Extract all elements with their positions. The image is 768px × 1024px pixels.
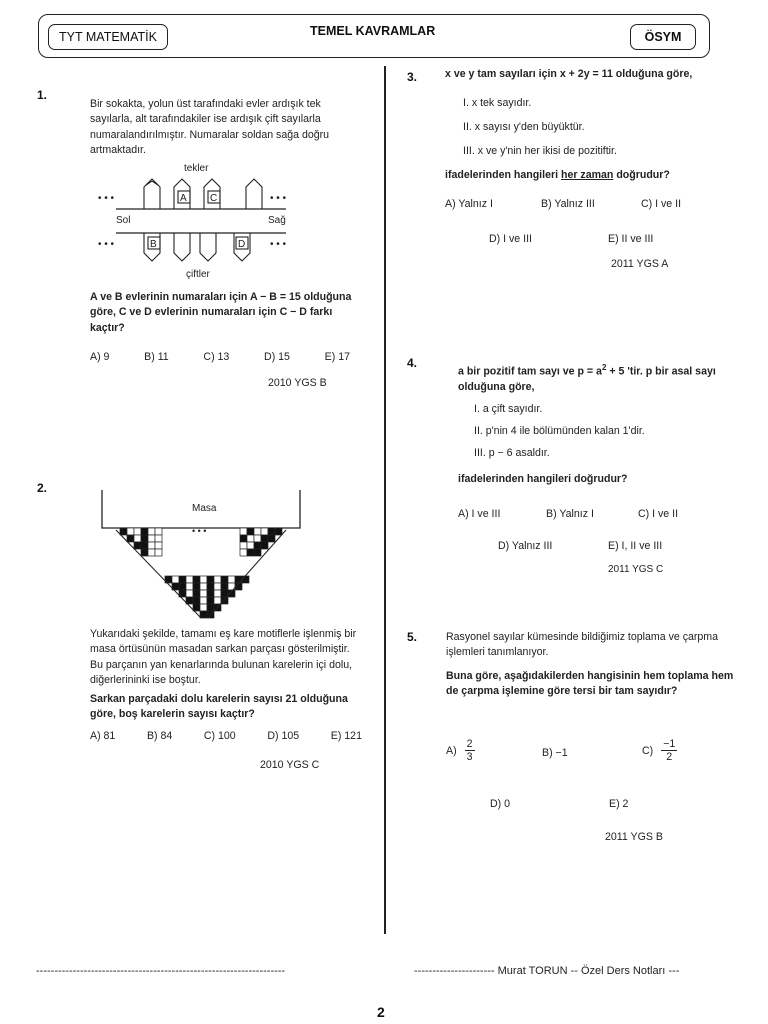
tablecloth-square xyxy=(207,576,214,583)
tablecloth-square xyxy=(179,576,186,583)
tablecloth-square xyxy=(254,528,261,535)
q4-choice-b: B) Yalnız I xyxy=(546,508,594,520)
footer-author: ---------------------- Murat TORUN -- Özel Ders Notları --- xyxy=(414,965,680,977)
q3-stem: x ve y tam sayıları için x + 2y = 11 olduğuna göre, xyxy=(445,68,693,80)
q5-choice-a-fraction xyxy=(465,738,475,763)
q1-label-tekler: tekler xyxy=(184,163,209,174)
q4-item-1: I. a çift sayıdır. xyxy=(474,403,543,415)
tablecloth-square xyxy=(155,535,162,542)
q4-stem-a: a bir pozitif tam sayı ve p = a xyxy=(458,365,602,378)
tablecloth-square xyxy=(200,611,207,618)
tablecloth-square xyxy=(193,590,200,597)
tablecloth-square xyxy=(172,576,179,583)
tablecloth-square xyxy=(127,535,134,542)
tablecloth-square xyxy=(193,576,200,583)
q1-street-figure xyxy=(96,157,306,279)
tablecloth-square xyxy=(261,535,268,542)
q2-choice-b: B) 84 xyxy=(146,730,173,742)
q1-source: 2010 YGS B xyxy=(268,377,327,389)
q3-choice-c: C) I ve II xyxy=(641,198,682,210)
q1-dots-tr: • • • xyxy=(270,193,287,204)
q1-choice-a: A) 9 xyxy=(90,351,110,363)
tablecloth-square xyxy=(214,576,221,583)
q5-choice-b: B) −1 xyxy=(542,747,568,759)
tablecloth-square xyxy=(186,590,193,597)
q4-source: 2011 YGS C xyxy=(608,564,664,575)
q2-choice-e: E) 121 xyxy=(330,730,362,742)
tablecloth-square xyxy=(240,549,247,556)
q5-stem: Rasyonel sayılar kümesinde bildiğimiz toplama ve çarpma işlemleri tanımlanıyor. xyxy=(446,631,719,659)
tablecloth-square xyxy=(155,549,162,556)
q2-choice-c: C) 100 xyxy=(203,730,236,742)
q1-choice-d: D) 15 xyxy=(264,351,290,363)
q5-choice-c-den: 2 xyxy=(666,751,673,763)
tablecloth-square xyxy=(148,549,155,556)
tablecloth-square xyxy=(179,583,186,590)
q1-label-sag: Sağ xyxy=(268,215,286,226)
tablecloth-square xyxy=(207,590,214,597)
q5-choice-a-den: 3 xyxy=(466,751,473,763)
tablecloth-square xyxy=(134,542,141,549)
tablecloth-square xyxy=(228,576,235,583)
tablecloth-square xyxy=(247,549,254,556)
tablecloth-square xyxy=(214,590,221,597)
tablecloth-square xyxy=(127,528,134,535)
q1-choices xyxy=(90,351,350,363)
q2-choices xyxy=(90,730,362,742)
q4-choice-e: E) I, II ve III xyxy=(608,540,663,552)
q2-choice-d: D) 105 xyxy=(267,730,300,742)
subject-badge: TYT MATEMATİK xyxy=(48,24,168,50)
column-divider xyxy=(384,66,386,934)
tablecloth-square xyxy=(268,535,275,542)
tablecloth-square xyxy=(200,576,207,583)
tablecloth-square xyxy=(242,576,249,583)
q4-item-2: II. p'nin 4 ile bölümünden kalan 1'dir. xyxy=(474,425,645,437)
q5-choice-c xyxy=(642,738,677,763)
q4-item-3: III. p − 6 asaldır. xyxy=(474,447,550,459)
tablecloth-square xyxy=(155,542,162,549)
q5-choice-d: D) 0 xyxy=(490,798,511,810)
tablecloth-square xyxy=(141,549,148,556)
q4-stem-b: + 5 'tir. p bir asal sayı olduğuna göre, xyxy=(458,365,716,393)
q1-house-D: D xyxy=(238,239,246,250)
tablecloth-square xyxy=(221,576,228,583)
q3-question-post: doğrudur? xyxy=(613,169,670,181)
q5-choice-a-label: A) xyxy=(446,744,457,757)
q3-item-2: II. x sayısı y'den büyüktür. xyxy=(463,121,585,133)
q1-label-ciftler: çiftler xyxy=(186,269,210,279)
tablecloth-square xyxy=(134,528,141,535)
q3-choice-a: A) Yalnız I xyxy=(445,198,493,210)
q1-text: Bir sokakta, yolun üst tarafındaki evler ardışık tek sayılarla, alt tarafındakiler ise ardışık çift sayılarla numaralandırılmıştır. Numaralar soldan sağa doğru artmaktadır. xyxy=(90,98,330,157)
q5-number: 5. xyxy=(407,630,418,644)
q2-source: 2010 YGS C xyxy=(260,759,320,771)
q1-choice-c: C) 13 xyxy=(203,351,230,363)
tablecloth-square xyxy=(141,528,148,535)
tablecloth-square xyxy=(214,597,221,604)
q3-item-1: I. x tek sayıdır. xyxy=(463,97,532,109)
q3-question-und: her zaman xyxy=(560,169,614,181)
tablecloth-square xyxy=(193,597,200,604)
tablecloth-square xyxy=(275,528,282,535)
tablecloth-square xyxy=(148,528,155,535)
tablecloth-square xyxy=(200,604,207,611)
q1-house-A: A xyxy=(180,193,187,204)
tablecloth-square xyxy=(141,535,148,542)
tablecloth-square xyxy=(134,535,141,542)
q2-label-masa: Masa xyxy=(192,503,217,514)
q4-stem-sup: 2 xyxy=(601,363,607,372)
q3-choice-b: B) Yalnız III xyxy=(541,198,595,210)
page-title: TEMEL KAVRAMLAR xyxy=(310,24,436,38)
q2-choice-a: A) 81 xyxy=(90,730,116,742)
q1-question: A ve B evlerinin numaraları için A − B = 15 olduğuna göre, C ve D evlerinin numaraları için C − D farkı kaçtır? xyxy=(90,291,352,334)
tablecloth-square xyxy=(240,528,247,535)
tablecloth-square xyxy=(141,542,148,549)
q4-choice-c: C) I ve II xyxy=(638,508,679,520)
q3-source: 2011 YGS A xyxy=(611,258,669,270)
tablecloth-square xyxy=(268,528,275,535)
q3-choice-d: D) I ve III xyxy=(489,233,532,245)
q5-choice-c-num: −1 xyxy=(663,738,676,750)
q1-dots-bl: • • • xyxy=(98,239,115,250)
q1-house-B: B xyxy=(150,239,157,250)
tablecloth-square xyxy=(247,542,254,549)
tablecloth-square xyxy=(148,542,155,549)
tablecloth-square xyxy=(193,583,200,590)
q5-choice-a xyxy=(446,738,475,763)
tablecloth-square xyxy=(186,576,193,583)
tablecloth-square xyxy=(207,583,214,590)
tablecloth-square xyxy=(240,535,247,542)
q3-question xyxy=(445,168,735,183)
tablecloth-square xyxy=(254,549,261,556)
tablecloth-square xyxy=(207,597,214,604)
q1-choice-e: E) 17 xyxy=(324,351,350,363)
q1-choice-b: B) 11 xyxy=(144,351,169,363)
tablecloth-square xyxy=(247,535,254,542)
tablecloth-square xyxy=(254,535,261,542)
tablecloth-square xyxy=(120,528,127,535)
q1-dots-tl: • • • xyxy=(98,193,115,204)
footer-left-rule: -------------------------------------------------------------------- xyxy=(36,965,286,977)
q1-dots-br: • • • xyxy=(270,239,287,250)
tablecloth-square xyxy=(261,528,268,535)
tablecloth-square xyxy=(148,535,155,542)
q4-choice-d: D) Yalnız III xyxy=(498,540,553,552)
tablecloth-square xyxy=(186,583,193,590)
q1-house-C: C xyxy=(210,193,218,204)
tablecloth-square xyxy=(261,542,268,549)
q2-question: Sarkan parçadaki dolu karelerin sayısı 21 olduğuna göre, boş karelerin sayısı kaçtır? xyxy=(90,693,348,721)
q4-choice-a: A) I ve III xyxy=(458,508,501,520)
q1-label-sol: Sol xyxy=(116,215,131,226)
q5-source: 2011 YGS B xyxy=(605,831,663,843)
tablecloth-square xyxy=(254,542,261,549)
q3-number: 3. xyxy=(407,70,418,84)
q2-text: Yukarıdaki şekilde, tamamı eş kare motiflerle işlenmiş bir masa örtüsünün masadan sarkan parçası gösterilmiştir. Bu parçanın yan kenarlarında bulunan karelerin içi dolu, diğerlerininki ise boştur. xyxy=(90,628,357,687)
tablecloth-square xyxy=(221,583,228,590)
q4-question: ifadelerinden hangileri doğrudur? xyxy=(458,473,628,485)
q5-choice-c-label: C) xyxy=(642,744,654,757)
tablecloth-square xyxy=(214,583,221,590)
tablecloth-square xyxy=(193,604,200,611)
q2-number: 2. xyxy=(37,481,48,495)
tablecloth-square xyxy=(200,583,207,590)
q5-choice-c-fraction xyxy=(661,738,677,763)
q5-choice-a-num: 2 xyxy=(466,738,473,750)
q5-question: Buna göre, aşağıdakilerden hangisinin hem toplama hem de çarpma işlemine göre tersi bir tam sayıdır? xyxy=(446,670,734,698)
tablecloth-square xyxy=(240,542,247,549)
tablecloth-square xyxy=(200,597,207,604)
tablecloth-square xyxy=(247,528,254,535)
tablecloth-square xyxy=(207,604,214,611)
q1-number: 1. xyxy=(37,88,48,102)
q3-item-3: III. x ve y'nin her ikisi de pozitiftir. xyxy=(463,145,617,157)
publisher-badge: ÖSYM xyxy=(630,24,696,50)
q4-number: 4. xyxy=(407,356,418,370)
page-number: 2 xyxy=(377,1004,385,1020)
q2-tablecloth-figure xyxy=(96,490,316,620)
q3-question-pre: ifadelerinden hangileri xyxy=(445,169,561,181)
tablecloth-square xyxy=(200,590,207,597)
q5-choice-e: E) 2 xyxy=(609,798,629,810)
tablecloth-square xyxy=(235,576,242,583)
q2-dots: • • • xyxy=(192,526,207,536)
q4-stem xyxy=(458,360,738,395)
q3-choice-e: E) II ve III xyxy=(608,233,654,245)
tablecloth-square xyxy=(155,528,162,535)
